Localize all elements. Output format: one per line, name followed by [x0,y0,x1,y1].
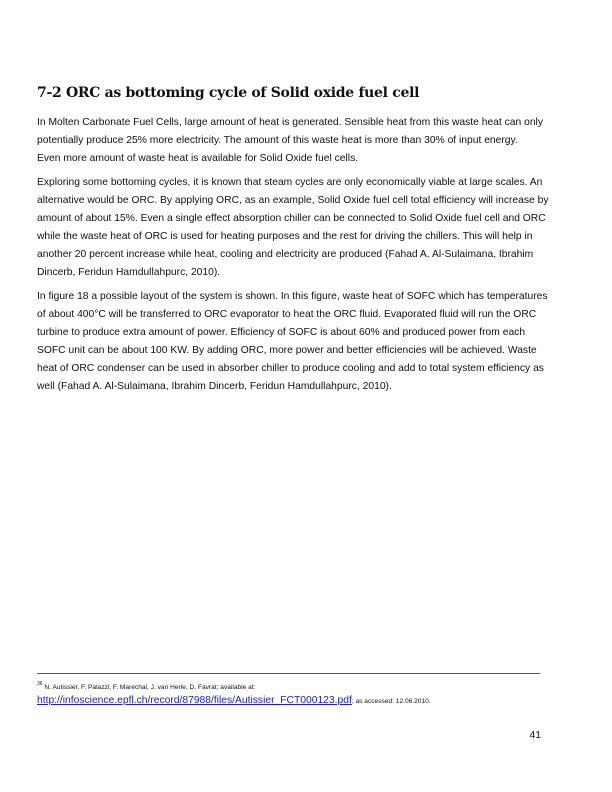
footnote-accessed: ; as accessed: 12.06.2010. [351,698,431,705]
footnote [37,681,256,691]
footnote-link-line [37,695,431,706]
text-line: of about 400°C will be transferred to ORC evaporator to heat the ORC fluid. Evaporated fluid will run the ORC [37,309,537,320]
footnote-authors: N. Autissier, F. Palazzi, F. Marechal, J. van Herle, D. Favrat; available at: [44,684,256,691]
paragraph-2 [37,174,552,282]
text-line: In Molten Carbonate Fuel Cells, large amount of heat is generated. Sensible heat from this waste heat can only [37,117,543,128]
footnote-number: 36 [37,681,43,687]
text-line: another 20 percent increase while heat, cooling and electricity are produced (Fahad A. Al-Sulaimana, Ibrahim [37,249,534,260]
text-line: potentially produce 25% more electricity. The amount of this waste heat is more than 30% of input energy. [37,135,518,146]
footnote-link[interactable]: http://infoscience.epfl.ch/record/87988/files/Autissier_FCT000123.pdf [37,695,352,706]
paragraph-3 [37,288,552,396]
footnote-separator [37,673,540,674]
text-line: heat of ORC condenser can be used in absorber chiller to produce cooling and add to total system efficiency as [37,363,544,374]
text-line: amount of about 15%. Even a single effect absorption chiller can be connected to Solid Oxide fuel cell and ORC [37,213,546,224]
text-line: alternative would be ORC. By applying ORC, as an example, Solid Oxide fuel cell total efficiency will increase by [37,195,549,206]
text-line: while the waste heat of ORC is used for heating purposes and the rest for driving the chillers. This will help in [37,231,533,242]
text-line: turbine to produce extra amount of power. Efficiency of SOFC is about 60% and produced power from each [37,327,526,338]
text-line: SOFC unit can be about 100 KW. By adding ORC, more power and better efficiencies will be achieved. Waste [37,345,537,356]
text-line: Exploring some bottoming cycles, it is known that steam cycles are only economically viable at large scales. An [37,177,543,188]
text-line: well (Fahad A. Al-Sulaimana, Ibrahim Dincerb, Feridun Hamdullahpurc, 2010). [37,381,392,392]
text-line: Dincerb, Feridun Hamdullahpurc, 2010). [37,267,221,278]
paragraph-1 [37,114,552,168]
section-heading: 7-2 ORC as bottoming cycle of Solid oxide fuel cell [37,85,420,101]
text-line: Even more amount of waste heat is available for Solid Oxide fuel cells. [37,153,359,164]
text-line: In figure 18 a possible layout of the system is shown. In this figure, waste heat of SOFC which has temperatures [37,291,548,302]
page-number: 41 [529,730,541,741]
